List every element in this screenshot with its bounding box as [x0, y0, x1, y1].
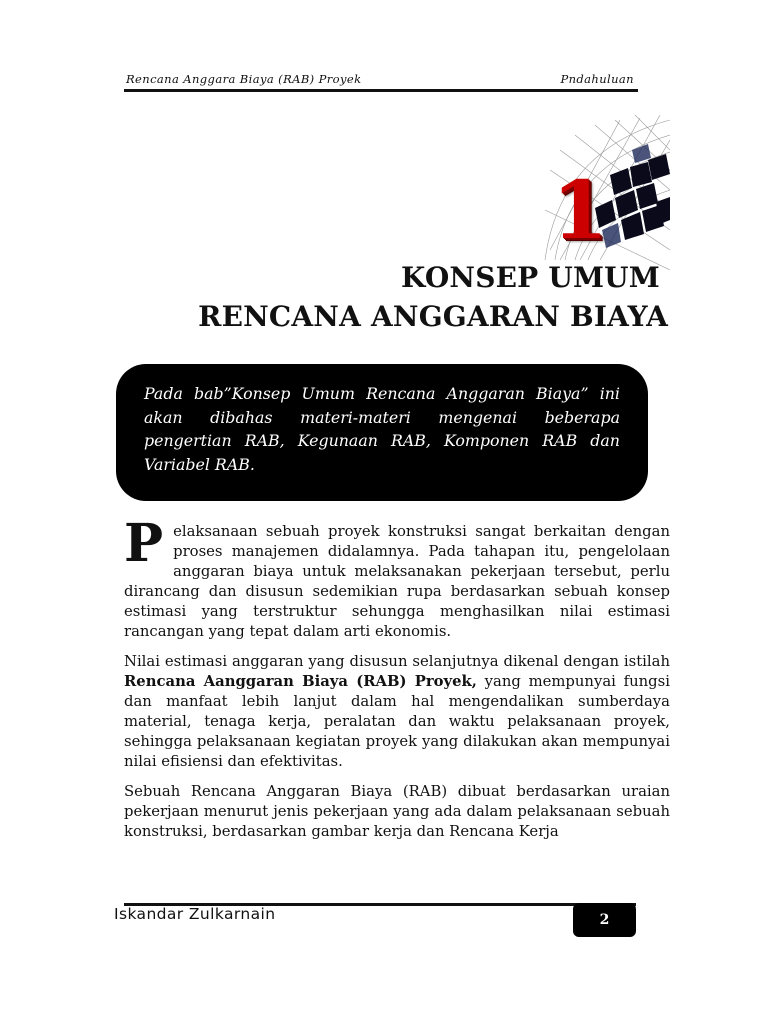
- chapter-abstract-text: Pada bab”Konsep Umum Rencana Anggaran Biaya” ini akan dibahas materi-materi mengenai beberapa pengertian RAB, Kegunaan RAB, Komponen RAB dan Variabel RAB.: [144, 384, 620, 474]
- paragraph-1-text: elaksanaan sebuah proyek konstruksi sangat berkaitan dengan proses manajemen didalamnya. Pada tahapan itu, pengelolaan anggaran biaya untuk melaksanakan pekerjaan tersebut, perlu dirancang dan disusun sedemikian rupa berdasarkan sebuah konsep estimasi yang terstruktur sehungga menghasilkan nilai estimasi rancangan yang tepat dalam arti ekonomis.: [124, 523, 670, 640]
- paragraph-2-text-end: yang mempunyai fungsi dan manfaat lebih lanjut dalam hal mengendalikan sumberdaya material, tenaga kerja, peralatan dan waktu pelaksanaan proyek, sehingga pelaksanaan kegiatan proyek yang dilakukan akan mempunyai nilai efisiensi dan efektivitas.: [124, 673, 670, 770]
- paragraph-2: [124, 652, 670, 772]
- paragraph-1: [124, 513, 670, 642]
- paragraph-3: Sebuah Rencana Anggaran Biaya (RAB) dibuat berdasarkan uraian pekerjaan menurut jenis pekerjaan yang ada dalam pelaksanaan sebuah konstruksi, berdasarkan gambar kerja dan Rencana Kerja: [124, 783, 670, 840]
- page-number: 2: [599, 912, 610, 928]
- paragraph-2-bold-term: Rencana Aanggaran Biaya (RAB) Proyek,: [124, 673, 477, 690]
- chapter-title-line-2: RENCANA ANGGARAN BIAYA: [198, 300, 668, 333]
- footer-author: Iskandar Zulkarnain: [114, 905, 276, 923]
- running-header-right: Pndahuluan: [560, 72, 634, 86]
- chapter-abstract-box: [116, 364, 648, 501]
- header-rule: [124, 89, 638, 92]
- chapter-number: 1: [552, 163, 608, 257]
- paragraph-2-text-start: Nilai estimasi anggaran yang disusun selanjutnya dikenal dengan istilah: [124, 653, 670, 670]
- drop-cap: P: [124, 513, 164, 574]
- chapter-title-line-1: KONSEP UMUM: [401, 261, 660, 294]
- running-header-left: Rencana Anggara Biaya (RAB) Proyek: [126, 72, 362, 86]
- page-number-box: [573, 903, 636, 937]
- body-text: [124, 513, 670, 852]
